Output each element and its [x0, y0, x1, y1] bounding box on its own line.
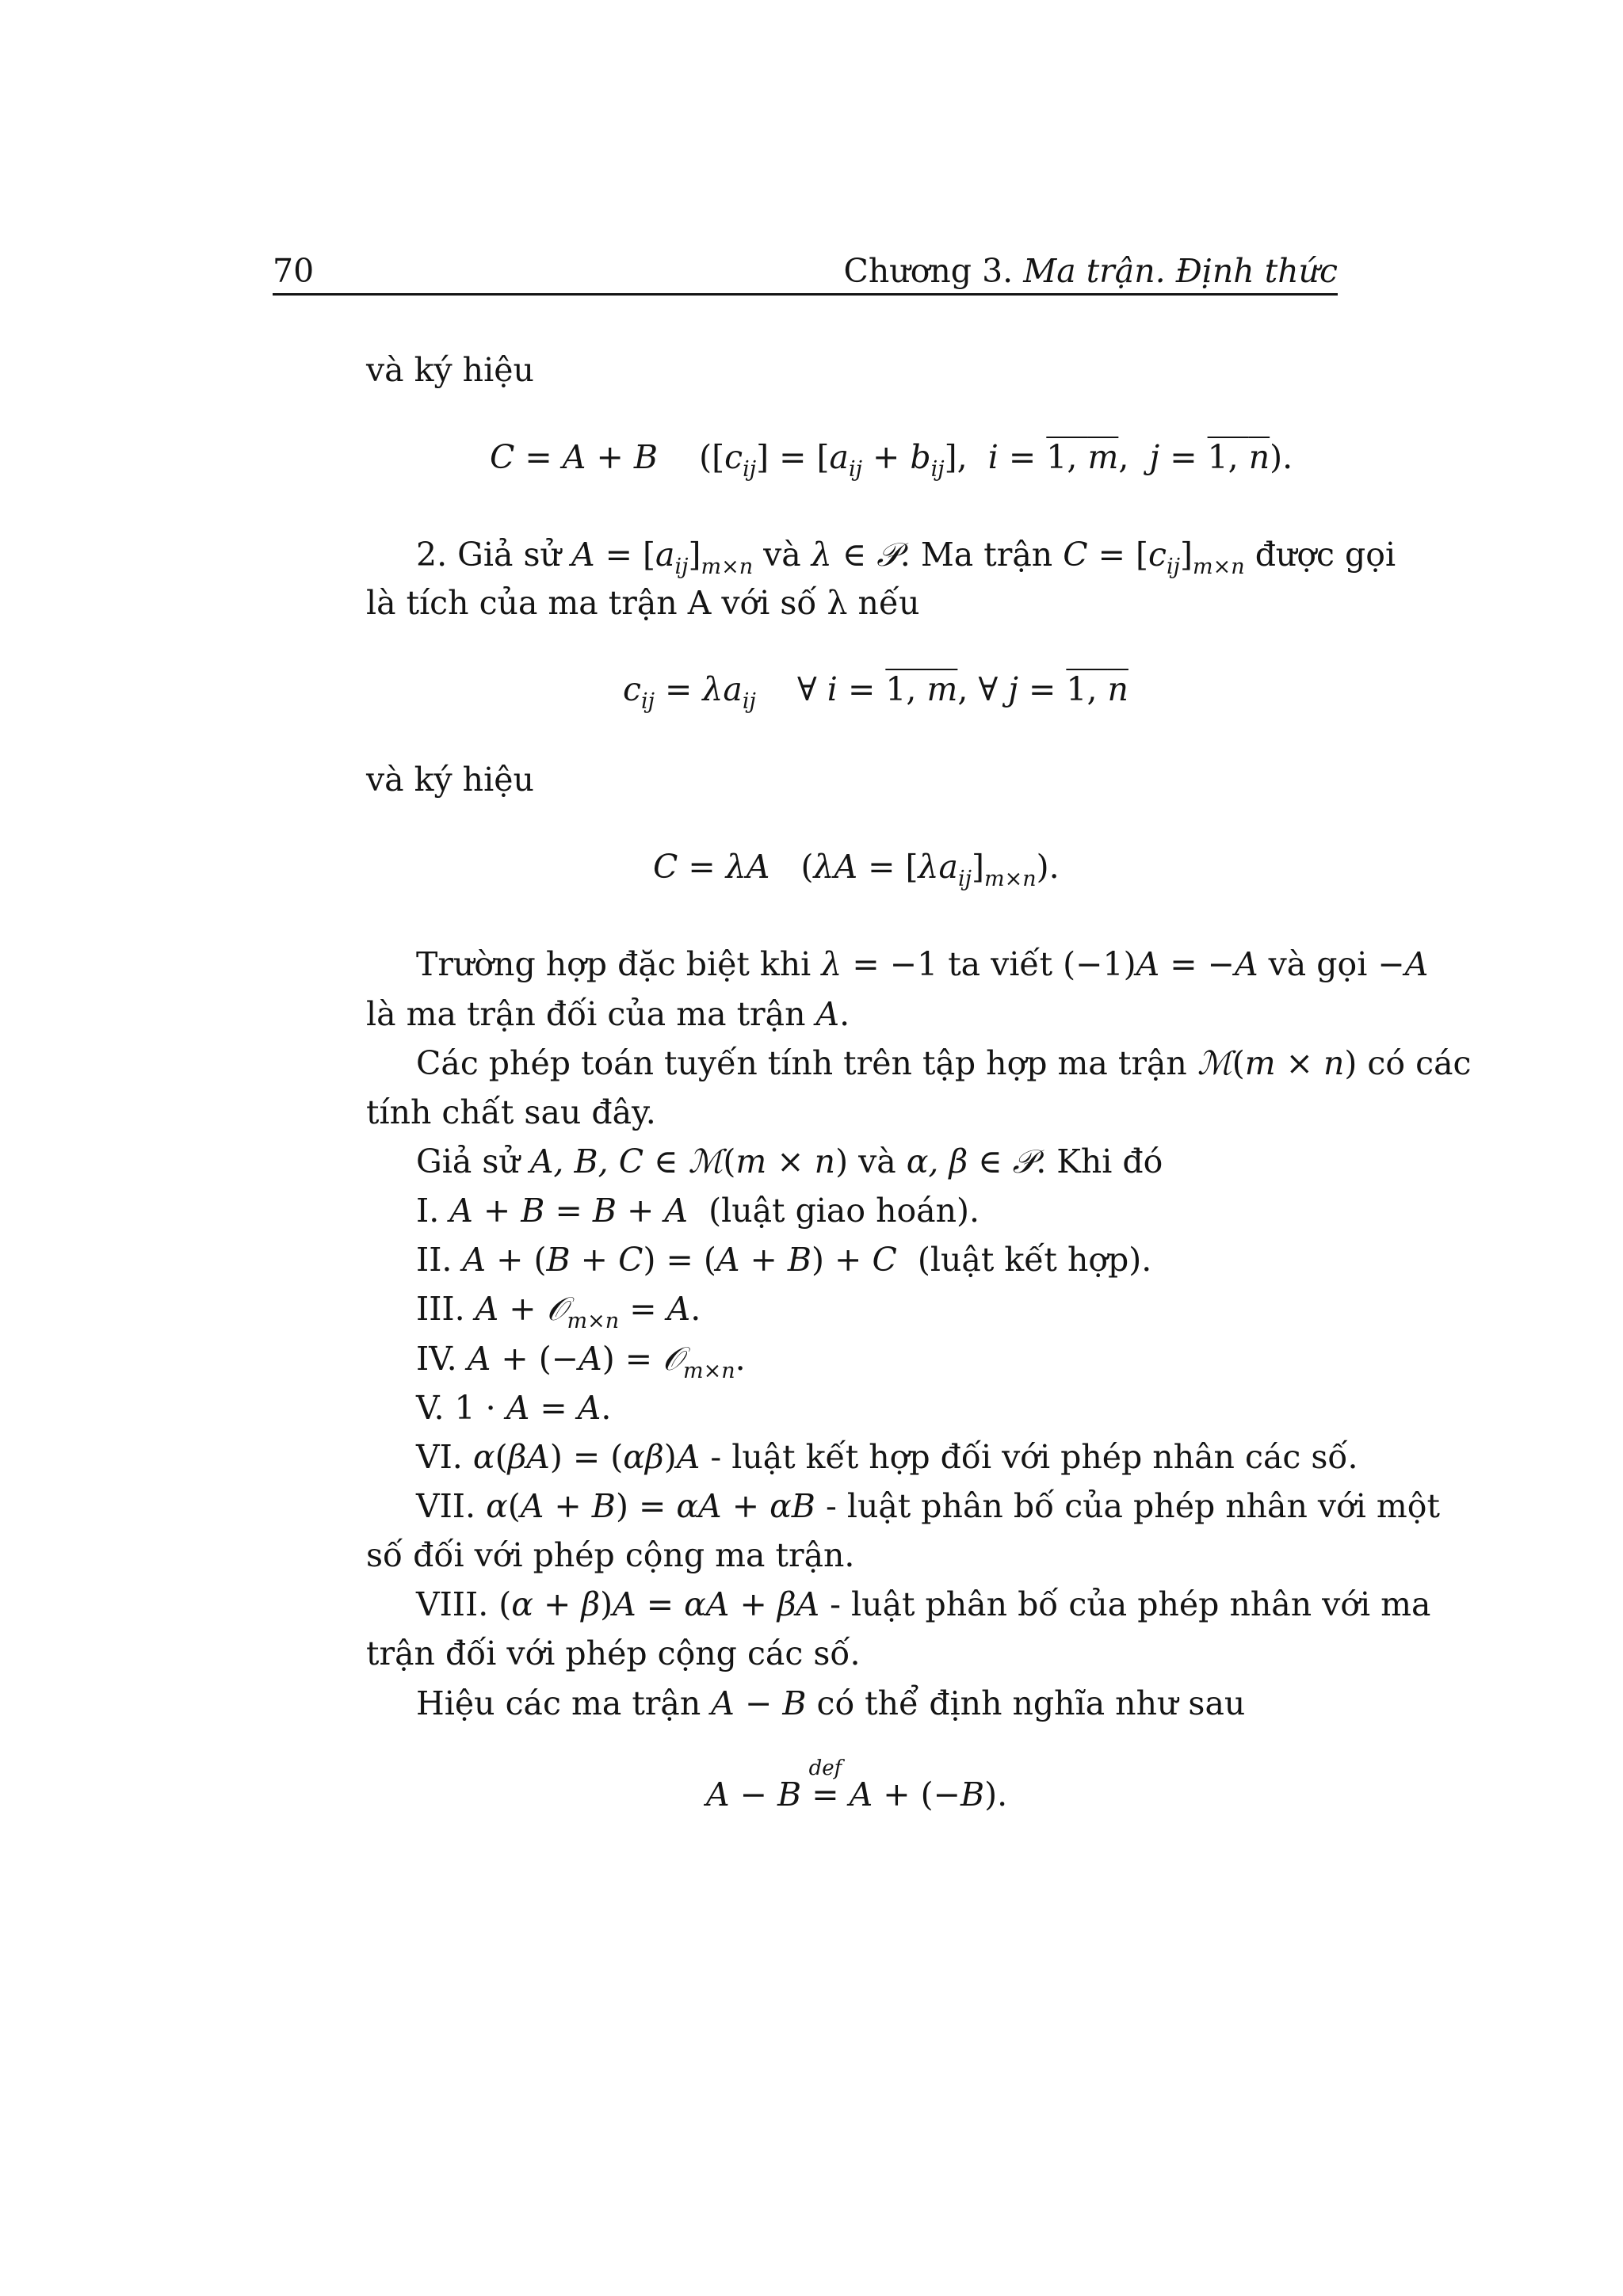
page-number: 70 — [273, 252, 315, 290]
text-line: tính chất sau đây. — [366, 1093, 656, 1131]
text-line-special-case: Trường hợp đặc biệt khi λ = −1 ta viết (−1)A = −A và gọi −A — [416, 945, 1429, 983]
property-2: II. A + (B + C) = (A + B) + C (luật kết hợp). — [416, 1241, 1152, 1279]
property-5: V. 1 · A = A. — [416, 1389, 612, 1427]
property-7: VII. α(A + B) = αA + αB - luật phân bố của phép nhân với một — [416, 1487, 1440, 1525]
property-8: VIII. (α + β)A = αA + βA - luật phân bố của phép nhân với ma — [416, 1585, 1431, 1623]
chapter-prefix: Chương 3. — [843, 252, 1014, 290]
text-line-difference: Hiệu các ma trận A − B có thể định nghĩa như sau — [416, 1684, 1246, 1722]
page-header — [273, 252, 1338, 296]
text-line-opposite: là ma trận đối của ma trận A. — [366, 995, 850, 1033]
equation-difference: A − B = def A + (−B). — [706, 1756, 1008, 1814]
property-6: VI. α(βA) = (αβ)A - luật kết hợp đối với phép nhân các số. — [416, 1438, 1358, 1476]
text-line: và ký hiệu — [366, 351, 534, 389]
property-4: IV. A + (−A) = 𝒪$_{m\times n}$. — [416, 1340, 746, 1383]
text-line-linear-ops: Các phép toán tuyến tính trên tập hợp ma trận ℳ(m × n) có các — [416, 1044, 1472, 1082]
equation-lambda-a: C = λA $(\lambda A = [\lambda a_{ij}]_{m\times n})$. — [653, 848, 1060, 891]
property-3: III. A + 𝒪$_{m\times n}$ = A. — [416, 1290, 701, 1333]
text-line: trận đối với phép cộng các số. — [366, 1634, 861, 1672]
equation-sum: C = A + B ($[c_{ij}] = [a_{ij} + b_{ij}]$, i = 1, m, j = 1, n). — [490, 438, 1293, 482]
running-head — [844, 252, 1338, 290]
text-line: số đối với phép cộng ma trận. — [366, 1536, 855, 1574]
text-line: và ký hiệu — [366, 761, 534, 799]
text-line: là tích của ma trận A với số λ nếu — [366, 584, 920, 622]
chapter-title: Ma trận. Định thức — [1023, 252, 1338, 290]
text-line-scalar-def: 2. Giả sử $A = [a_{ij}]_{m\times n}$ và λ ∈ 𝒫. Ma trận $C = [c_{ij}]_{m\times n}$ được gọi — [416, 536, 1396, 579]
property-1: I. A + B = B + A (luật giao hoán). — [416, 1192, 980, 1230]
text-line-assume: Giả sử A, B, C ∈ ℳ(m × n) và α, β ∈ 𝒫. Khi đó — [416, 1142, 1163, 1180]
equation-scalar: $c_{ij} = \lambda a_{ij}$ ∀ i = 1, m, ∀ j = 1, n — [623, 670, 1128, 714]
